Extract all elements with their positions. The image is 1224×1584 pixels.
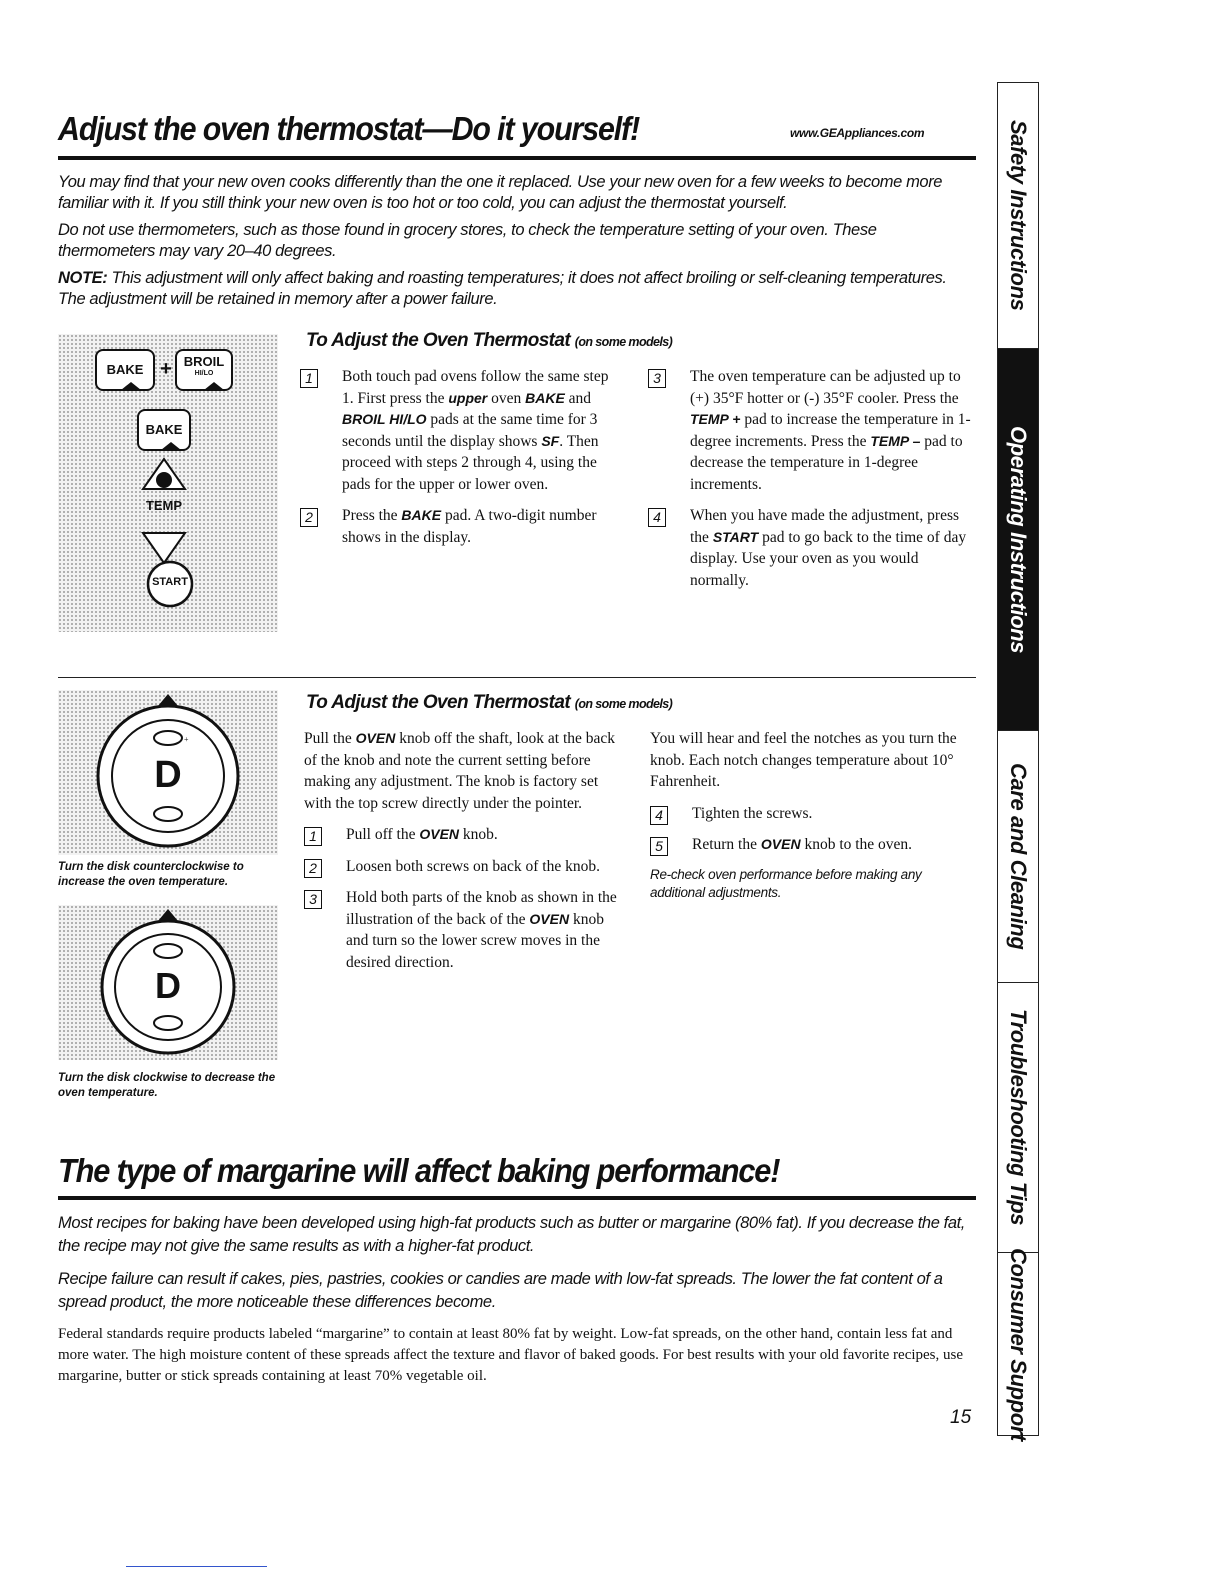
section1-steps-right bbox=[648, 366, 976, 601]
step-keyword: TEMP – bbox=[870, 432, 921, 449]
step-item bbox=[648, 366, 976, 495]
knob-letter: D bbox=[155, 965, 181, 1006]
intro-note bbox=[58, 268, 973, 310]
step-number: 4 bbox=[650, 806, 668, 825]
step-keyword: OVEN bbox=[529, 910, 570, 927]
section2-heading bbox=[306, 692, 672, 714]
step-keyword: OVEN bbox=[419, 826, 460, 842]
section1-heading bbox=[306, 330, 672, 352]
step-text: Return the bbox=[692, 836, 761, 853]
step-text: Both touch pad ovens follow the same step 1. First press the bbox=[342, 368, 609, 407]
step-text: Press the bbox=[342, 507, 402, 524]
step-item bbox=[304, 824, 626, 846]
step-text: Pull off the bbox=[346, 826, 420, 843]
step-item bbox=[650, 834, 976, 856]
step-number: 1 bbox=[300, 369, 318, 388]
step-item bbox=[304, 856, 626, 878]
section2-steps-right bbox=[650, 728, 976, 902]
intro-paragraph-1: You may find that your new oven cooks differently than the one it replaced. Use your new oven for a few weeks to become more familiar with it. If you still think your new oven is too hot or too cold, you can adjust the thermostat yourself. bbox=[58, 173, 943, 212]
step-item bbox=[300, 505, 622, 548]
step-text: The oven temperature can be adjusted up to (+) 35°F hotter or (-) 35°F cooler. Press the bbox=[690, 368, 961, 407]
hilo-pad-label: HI/LO bbox=[194, 370, 214, 377]
margarine-paragraph-1: Most recipes for baking have been developed using high-fat products such as butter or margarine (80% fat). If you decrease the fat, the recipe may not give the same results as with a higher-fat product. bbox=[58, 1214, 965, 1255]
tab-label: Safety Instructions bbox=[1006, 120, 1031, 311]
step-keyword: OVEN bbox=[355, 730, 396, 746]
bake-pad-label[interactable]: BAKE bbox=[106, 362, 144, 377]
tab-label: Operating Instructions bbox=[1006, 425, 1031, 654]
step-number: 5 bbox=[650, 837, 668, 856]
step-keyword: upper bbox=[448, 389, 488, 406]
tab-troubleshooting-tips[interactable] bbox=[998, 983, 1038, 1253]
margarine-text bbox=[58, 1212, 973, 1397]
step-text: pads at the same time for 3 seconds until the display shows bbox=[342, 411, 598, 450]
section-divider bbox=[58, 677, 976, 678]
title-rule bbox=[58, 156, 976, 160]
step-text: and bbox=[564, 389, 592, 407]
step-keyword: START bbox=[712, 528, 759, 545]
section2-steps-left bbox=[304, 728, 626, 983]
page-title: Adjust the oven thermostat—Do it yourself! bbox=[58, 110, 640, 147]
step-number: 3 bbox=[304, 890, 322, 909]
step-text: Loosen both screws on back of the knob. bbox=[346, 857, 600, 875]
knob-illustration-increase bbox=[58, 690, 278, 855]
step-number: 2 bbox=[304, 859, 322, 878]
step-item bbox=[300, 366, 622, 495]
website-url[interactable]: www.GEAppliances.com bbox=[790, 126, 925, 140]
section2-heading-text: To Adjust the Oven Thermostat bbox=[306, 692, 571, 713]
margarine-paragraph-3: Federal standards require products labeled “margarine” to contain at least 80% fat by weight. Low-fat spreads, on the other hand, contain less fat and more water. The high moisture content of these spreads affect the texture and flavor of baked goods. For best results with your old favorite recipes, use margarine, butter or stick spreads containing at least 70% vegetable oil. bbox=[58, 1326, 964, 1384]
intro-paragraph-2: Do not use thermometers, such as those found in grocery stores, to check the temperature setting of your oven. These thermometers may vary 20–40 degrees. bbox=[58, 221, 877, 260]
step-text: knob and turn so the lower screw moves in the desired direction. bbox=[346, 910, 604, 971]
section2-intro bbox=[304, 728, 626, 814]
step-item bbox=[648, 505, 976, 591]
step-keyword: BAKE bbox=[525, 389, 565, 406]
step-text: pad to increase the temperature in 1-degree increments. Press the bbox=[690, 411, 971, 450]
step-item bbox=[650, 803, 976, 825]
step-text: Tighten the screws. bbox=[692, 804, 813, 822]
section-tab-bar bbox=[997, 82, 1039, 1441]
section1-heading-text: To Adjust the Oven Thermostat bbox=[306, 330, 571, 351]
step-keyword: TEMP + bbox=[690, 411, 741, 427]
note-label: NOTE: bbox=[58, 269, 108, 287]
step-text: knob off the shaft, look at the back of the knob and note the current setting before making any adjustment. The knob is factory set with the top screw directly under the pointer. bbox=[304, 730, 616, 812]
svg-text:+: + bbox=[184, 735, 189, 744]
knob-letter: D bbox=[154, 754, 182, 796]
step-text: . Then proceed with steps 2 through 4, using the pads for the upper or lower oven. bbox=[342, 432, 599, 493]
tab-consumer-support[interactable] bbox=[998, 1247, 1038, 1441]
knob-illustration-decrease bbox=[58, 905, 278, 1060]
step-keyword: OVEN bbox=[760, 836, 801, 852]
caption-increase: Turn the disk counterclockwise to increase the oven temperature. bbox=[58, 861, 244, 888]
step-text: When you have made the adjustment, press the bbox=[690, 507, 960, 546]
recheck-note: Re-check oven performance before making any additional adjustments. bbox=[650, 866, 922, 900]
broil-pad-label[interactable]: BROIL bbox=[183, 354, 225, 369]
step-text: pad. A two-digit number shows in the display. bbox=[342, 507, 597, 546]
section1-steps-left bbox=[300, 366, 622, 558]
section1-heading-suffix: (on some models) bbox=[574, 335, 673, 349]
footer-line bbox=[126, 1566, 267, 1567]
tab-operating-instructions[interactable] bbox=[998, 349, 1038, 731]
tab-label: Consumer Support bbox=[1006, 1247, 1031, 1441]
margarine-paragraph-2: Recipe failure can result if cakes, pies, pastries, cookies or candies are made with low-fat spreads. The lower the fat content of a spread product, the more noticeable these differences become. bbox=[58, 1270, 943, 1311]
tab-safety-instructions[interactable] bbox=[998, 83, 1038, 349]
tab-care-and-cleaning[interactable] bbox=[998, 731, 1038, 983]
margarine-title: The type of margarine will affect baking performance! bbox=[58, 1152, 780, 1189]
step-number: 4 bbox=[648, 508, 666, 527]
step-number: 2 bbox=[300, 508, 318, 527]
caption-decrease: Turn the disk clockwise to decrease the oven temperature. bbox=[58, 1072, 276, 1099]
step-text: oven bbox=[487, 389, 526, 407]
margarine-rule bbox=[58, 1196, 976, 1200]
note-text: This adjustment will only affect baking and roasting temperatures; it does not affect broiling or self-cleaning temperatures. The adjustment will be retained in memory after a power failure. bbox=[58, 269, 947, 308]
step-text: knob to the oven. bbox=[800, 836, 913, 853]
temp-pad-label[interactable]: TEMP bbox=[145, 498, 183, 513]
step-text: pad to go back to the time of day display. Use your oven as you would normally. bbox=[690, 528, 967, 589]
step-text: Pull the bbox=[304, 730, 356, 747]
step-item bbox=[304, 887, 626, 973]
step-number: 1 bbox=[304, 827, 322, 846]
section2-right-intro: You will hear and feel the notches as you turn the knob. Each notch changes temperature about 10° Fahrenheit. bbox=[650, 730, 957, 790]
step-text: knob. bbox=[459, 826, 498, 843]
page-number: 15 bbox=[950, 1407, 972, 1428]
step-text: Hold both parts of the knob as shown in the illustration of the back of the bbox=[346, 889, 617, 928]
step-keyword: BROIL HI/LO bbox=[342, 411, 427, 427]
step-keyword: SF bbox=[541, 432, 560, 449]
bake-pad-label-2[interactable]: BAKE bbox=[145, 422, 183, 437]
section2-heading-suffix: (on some models) bbox=[574, 697, 673, 711]
start-pad-label[interactable]: START bbox=[152, 576, 188, 588]
plus-sign: + bbox=[160, 358, 172, 380]
step-keyword: BAKE bbox=[401, 507, 442, 523]
keypad-illustration bbox=[58, 334, 278, 632]
intro-text bbox=[58, 172, 973, 316]
tab-label: Care and Cleaning bbox=[1006, 763, 1031, 950]
tab-label: Troubleshooting Tips bbox=[1006, 1009, 1031, 1226]
step-text: pad to decrease the temperature in 1-degree increments. bbox=[690, 432, 963, 493]
step-number: 3 bbox=[648, 369, 666, 388]
